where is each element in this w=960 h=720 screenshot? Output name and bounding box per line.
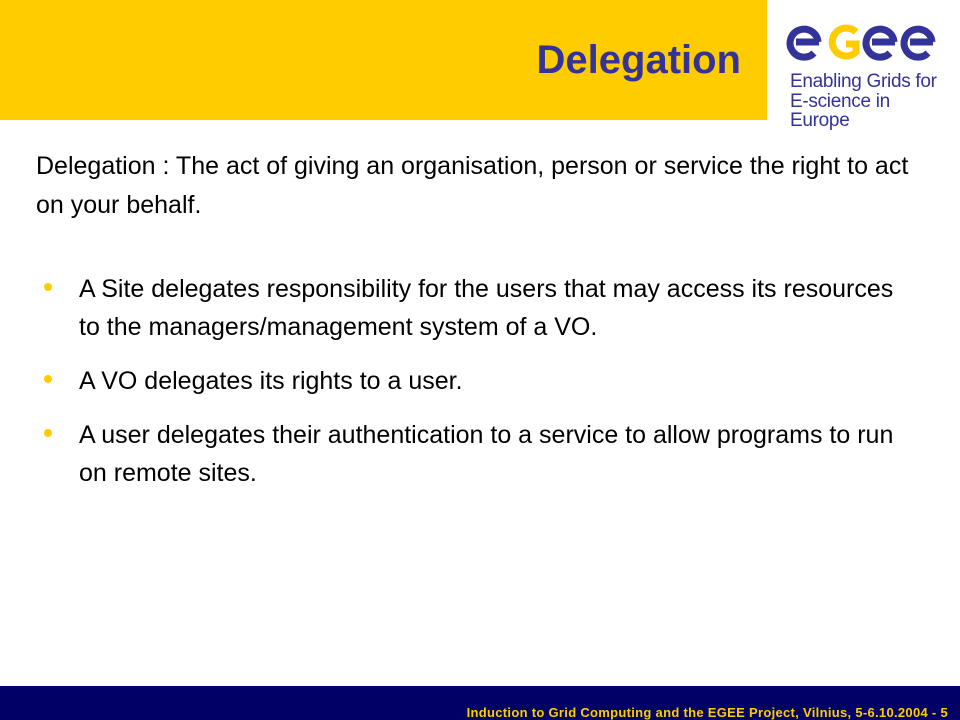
logo-tagline-line2: E-science in Europe bbox=[790, 91, 890, 131]
bullet-text: A user delegates their authentication to a service to allow programs to run on remote sites. bbox=[79, 421, 894, 487]
bullet-dot-icon bbox=[44, 283, 52, 291]
footer-text: Induction to Grid Computing and the EGEE Project, Vilnius, 5-6.10.2004 - 5 bbox=[466, 705, 948, 720]
bullet-text: A VO delegates its rights to a user. bbox=[79, 367, 463, 395]
bullet-item bbox=[44, 362, 904, 400]
slide-title: Delegation bbox=[536, 38, 741, 82]
bullet-dot-icon bbox=[44, 429, 52, 437]
definition-text: Delegation : The act of giving an organisation, person or service the right to act on your behalf. bbox=[36, 152, 909, 219]
bullet-text: A Site delegates responsibility for the users that may access its resources to the managers/management system of a VO. bbox=[79, 275, 894, 341]
title-band bbox=[0, 0, 767, 120]
bullet-item bbox=[44, 270, 904, 346]
egee-logo bbox=[786, 18, 946, 131]
logo-tagline-line1: Enabling Grids for bbox=[790, 71, 937, 92]
egee-logo-mark bbox=[786, 18, 946, 68]
bullet-item bbox=[44, 416, 904, 492]
footer-bar bbox=[0, 686, 960, 720]
bullet-dot-icon bbox=[44, 375, 52, 383]
bullet-list bbox=[44, 270, 904, 508]
